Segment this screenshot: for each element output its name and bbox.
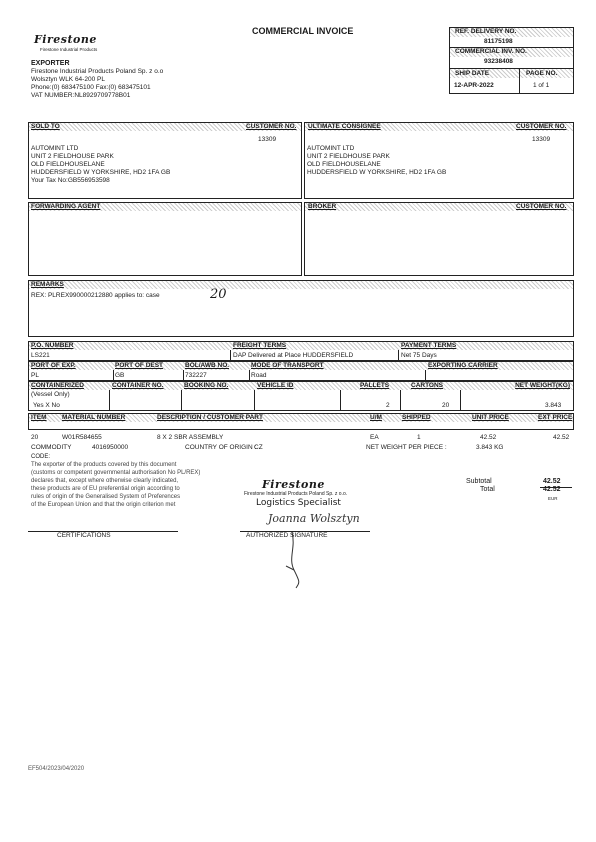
pallets-count: 2	[386, 402, 390, 409]
freight-terms-label: FREIGHT TERMS	[233, 342, 287, 349]
handwritten-signature: Joanna Wolsztyn	[268, 512, 360, 525]
commodity-label: COMMODITY	[31, 444, 72, 451]
cert-line: declares that, except where otherwise clearly indicated,	[31, 478, 179, 484]
net-weight-piece: 3.843 KG	[476, 444, 504, 451]
exporting-carrier-label: EXPORTING CARRIER	[428, 362, 498, 369]
booking-no-label: BOOKING NO.	[184, 382, 229, 389]
forwarding-agent-label: FORWARDING AGENT	[31, 203, 101, 210]
sold-to-line: OLD FIELDHOUSELANE	[31, 161, 105, 168]
col-ext-price: EXT PRICE	[538, 414, 573, 421]
net-weight-piece-label: NET WEIGHT PER PIECE :	[366, 444, 447, 451]
handwritten-note: 20	[210, 287, 227, 302]
cartons-label: CARTONS	[411, 382, 444, 389]
sold-to-customer-no: 13309	[258, 136, 277, 143]
origin: CZ	[254, 444, 263, 451]
item-description: 8 X 2 SBR ASSEMBLY	[157, 434, 224, 441]
item-number: 20	[31, 434, 39, 441]
bol-label: BOL/AWB NO.	[185, 362, 230, 369]
containerized-sub: (Vessel Only)	[31, 391, 70, 398]
col-description: DESCRIPTION / CUSTOMER PART	[157, 414, 263, 421]
col-material: MATERIAL NUMBER	[62, 414, 126, 421]
transport-mode: Road	[251, 372, 267, 379]
sold-to-line: Your Tax No:GB556953598	[31, 177, 110, 184]
bol-number: 732227	[185, 372, 207, 379]
ship-date: 12-APR-2022	[454, 82, 494, 89]
ref-delivery-no: 81175198	[484, 38, 513, 45]
page-no-label: PAGE NO.	[526, 70, 558, 77]
currency: EUR	[548, 496, 558, 501]
consignee-line: HUDDERSFIELD W YORKSHIRE, HD2 1FA GB	[307, 169, 447, 176]
total-label: Total	[480, 486, 495, 493]
exporter-line: VAT NUMBER:NL8929709778B01	[31, 92, 131, 99]
broker-label: BROKER	[308, 203, 337, 210]
item-ext-price: 42.52	[553, 434, 570, 441]
cartons-count: 20	[442, 402, 450, 409]
transport-mode-label: MODE OF TRANSPORT	[251, 362, 324, 369]
po-number-label: P.O. NUMBER	[31, 342, 74, 349]
origin-label: COUNTRY OF ORIGIN :	[185, 444, 257, 451]
document-code: EF504/2023/04/2020	[28, 766, 85, 772]
page-title: COMMERCIAL INVOICE	[252, 26, 354, 36]
signature-title: Logistics Specialist	[256, 498, 341, 508]
sold-to-line: UNIT 2 FIELDHOUSE PARK	[31, 153, 114, 160]
payment-terms: Net 75 Days	[401, 352, 437, 359]
firestone-logo: Firestone	[34, 33, 97, 46]
cert-line: these products are of EU preferential origin according to	[31, 486, 180, 492]
containerized-label: CONTAINERIZED	[31, 382, 84, 389]
item-material: W01R584655	[62, 434, 102, 441]
exporter-line: Phone:(0) 683475100 Fax:(0) 683475101	[31, 84, 151, 91]
po-number: LS221	[31, 352, 50, 359]
port-dest: GB	[115, 372, 125, 379]
broker-customer-no-label: CUSTOMER NO.	[516, 203, 567, 210]
sold-to-customer-no-label: CUSTOMER NO.	[246, 123, 297, 130]
certifications-label: CERTIFICATIONS	[57, 532, 111, 539]
item-unit-price: 42.52	[480, 434, 497, 441]
pallets-label: PALLETS	[360, 382, 390, 389]
port-dest-label: PORT OF DEST	[115, 362, 164, 369]
cert-line: The exporter of the products covered by this document	[31, 462, 177, 468]
col-shipped: SHIPPED	[402, 414, 431, 421]
sold-to-line: AUTOMINT LTD	[31, 145, 79, 152]
net-weight-label: NET WEIGHT(KG)	[515, 382, 570, 389]
payment-terms-label: PAYMENT TERMS	[401, 342, 457, 349]
total-value: 42.52	[543, 486, 561, 493]
remarks-label: REMARKS	[31, 281, 64, 288]
commercial-inv-no: 93238408	[484, 58, 513, 65]
sold-to-label: SOLD TO	[31, 123, 60, 130]
freight-terms: DAP Delivered at Place HUDDERSFIELD	[233, 352, 354, 359]
cert-line: rules of origin of the Generalised System of Preferences	[31, 494, 181, 500]
col-item: ITEM	[31, 414, 47, 421]
port-exp: PL	[31, 372, 39, 379]
containerized-value: Yes X No	[33, 402, 60, 409]
page-no: 1 of 1	[533, 82, 550, 89]
commercial-inv-label: COMMERCIAL INV. NO.	[455, 48, 527, 55]
col-unit-price: UNIT PRICE	[472, 414, 509, 421]
consignee-customer-no-label: CUSTOMER NO.	[516, 123, 567, 130]
exporter-line: Firestone Industrial Products Poland Sp. z o.o	[31, 68, 164, 75]
broker-box	[304, 202, 574, 276]
item-um: EA	[370, 434, 379, 441]
consignee-line: UNIT 2 FIELDHOUSE PARK	[307, 153, 390, 160]
consignee-customer-no: 13309	[532, 136, 551, 143]
sold-to-line: HUDDERSFIELD W YORKSHIRE, HD2 1FA GB	[31, 169, 171, 176]
remarks-text: REX: PLREX990000212880 applies to: case	[31, 292, 160, 299]
col-um: U/M	[370, 414, 382, 421]
cert-line: (customs or competent governmental authorisation No PL/REX)	[31, 470, 201, 476]
logo-tagline: Firestone Industrial Products	[40, 47, 98, 52]
consignee-line: OLD FIELDHOUSELANE	[307, 161, 381, 168]
port-exp-label: PORT OF EXP.	[31, 362, 76, 369]
signature-logo: Firestone	[262, 478, 325, 491]
commodity-code: 4016950000	[92, 444, 129, 451]
exporter-line: Wolsztyn WLK 64-200 PL	[31, 76, 105, 83]
exporter-label: EXPORTER	[31, 60, 70, 67]
ultimate-consignee-label: ULTIMATE CONSIGNEE	[308, 123, 381, 130]
signature-company: Firestone Industrial Products Poland Sp. z o.o.	[244, 491, 348, 497]
ship-date-label: SHIP DATE	[455, 70, 490, 77]
consignee-line: AUTOMINT LTD	[307, 145, 355, 152]
container-no-label: CONTAINER NO.	[112, 382, 164, 389]
net-weight: 3.843	[545, 402, 562, 409]
ref-delivery-label: REF. DELIVERY NO.	[455, 28, 517, 35]
item-shipped: 1	[417, 434, 421, 441]
subtotal-label: Subtotal	[466, 478, 492, 485]
cert-line: of the European Union and that the origin criterion met	[31, 502, 176, 508]
vehicle-id-label: VEHICLE ID	[257, 382, 294, 389]
subtotal-value: 42.52	[543, 478, 561, 485]
cert-line: CODE:	[31, 454, 51, 460]
forwarding-agent-box	[28, 202, 302, 276]
authorized-signature-label: AUTHORIZED SIGNATURE	[246, 532, 328, 539]
